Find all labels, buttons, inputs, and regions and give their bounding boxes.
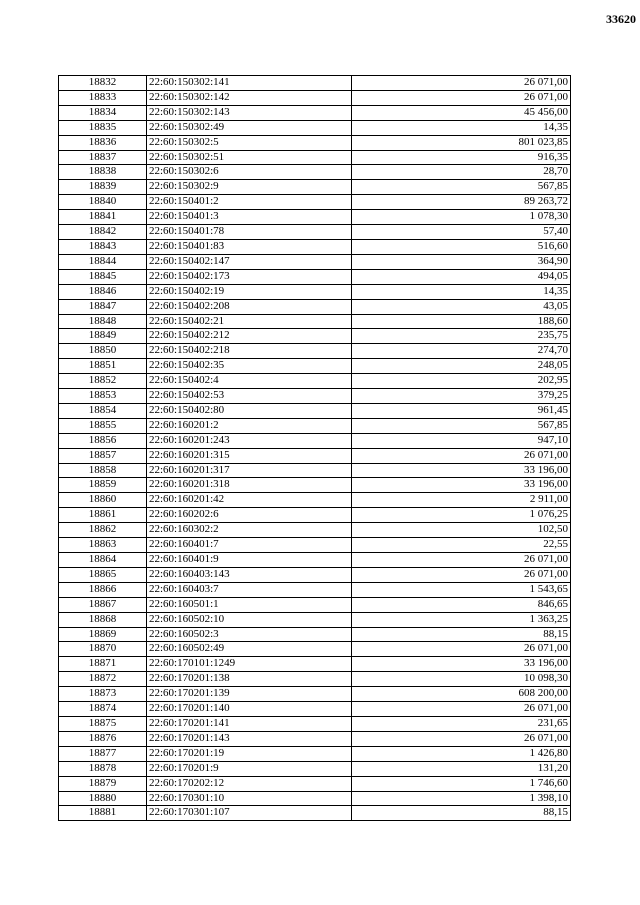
row-number-cell: 18870 <box>59 642 147 657</box>
table-row <box>59 478 571 493</box>
value-cell: 494,05 <box>352 269 571 284</box>
value-cell: 88,15 <box>352 806 571 821</box>
table-row <box>59 403 571 418</box>
cadastral-number-cell: 22:60:170201:138 <box>147 672 352 687</box>
table-row <box>59 716 571 731</box>
row-number-cell: 18845 <box>59 269 147 284</box>
table-row <box>59 195 571 210</box>
row-number-cell: 18850 <box>59 344 147 359</box>
row-number-cell: 18843 <box>59 239 147 254</box>
row-number-cell: 18865 <box>59 567 147 582</box>
value-cell: 28,70 <box>352 165 571 180</box>
table-row <box>59 359 571 374</box>
table-row <box>59 702 571 717</box>
cadastral-number-cell: 22:60:170201:140 <box>147 702 352 717</box>
cadastral-number-cell: 22:60:160501:1 <box>147 597 352 612</box>
table-row <box>59 761 571 776</box>
table-row <box>59 418 571 433</box>
value-cell: 22,55 <box>352 538 571 553</box>
table-row <box>59 329 571 344</box>
cadastral-number-cell: 22:60:150302:6 <box>147 165 352 180</box>
row-number-cell: 18853 <box>59 389 147 404</box>
table-row <box>59 389 571 404</box>
value-cell: 131,20 <box>352 761 571 776</box>
value-cell: 26 071,00 <box>352 448 571 463</box>
value-cell: 248,05 <box>352 359 571 374</box>
row-number-cell: 18863 <box>59 538 147 553</box>
table-row <box>59 314 571 329</box>
cadastral-table <box>58 75 571 821</box>
table-row <box>59 493 571 508</box>
cadastral-number-cell: 22:60:170201:139 <box>147 687 352 702</box>
value-cell: 947,10 <box>352 433 571 448</box>
row-number-cell: 18872 <box>59 672 147 687</box>
row-number-cell: 18841 <box>59 210 147 225</box>
table-row <box>59 150 571 165</box>
table-row <box>59 374 571 389</box>
value-cell: 1 746,60 <box>352 776 571 791</box>
cadastral-number-cell: 22:60:150401:3 <box>147 210 352 225</box>
table-row <box>59 508 571 523</box>
cadastral-number-cell: 22:60:170201:143 <box>147 731 352 746</box>
cadastral-number-cell: 22:60:150402:173 <box>147 269 352 284</box>
row-number-cell: 18847 <box>59 299 147 314</box>
cadastral-number-cell: 22:60:150401:78 <box>147 225 352 240</box>
table-row <box>59 284 571 299</box>
cadastral-number-cell: 22:60:150302:141 <box>147 76 352 91</box>
table-row <box>59 165 571 180</box>
table-row <box>59 582 571 597</box>
cadastral-number-cell: 22:60:160401:9 <box>147 553 352 568</box>
table-row <box>59 463 571 478</box>
cadastral-number-cell: 22:60:150402:147 <box>147 254 352 269</box>
cadastral-number-cell: 22:60:170201:141 <box>147 716 352 731</box>
cadastral-number-cell: 22:60:150302:49 <box>147 120 352 135</box>
row-number-cell: 18877 <box>59 746 147 761</box>
cadastral-number-cell: 22:60:150302:143 <box>147 105 352 120</box>
value-cell: 1 426,80 <box>352 746 571 761</box>
cadastral-number-cell: 22:60:150402:218 <box>147 344 352 359</box>
value-cell: 567,85 <box>352 180 571 195</box>
value-cell: 516,60 <box>352 239 571 254</box>
cadastral-number-cell: 22:60:160502:3 <box>147 627 352 642</box>
value-cell: 188,60 <box>352 314 571 329</box>
table-row <box>59 791 571 806</box>
table-row <box>59 269 571 284</box>
value-cell: 26 071,00 <box>352 90 571 105</box>
row-number-cell: 18846 <box>59 284 147 299</box>
value-cell: 1 543,65 <box>352 582 571 597</box>
cadastral-number-cell: 22:60:160403:7 <box>147 582 352 597</box>
row-number-cell: 18855 <box>59 418 147 433</box>
value-cell: 33 196,00 <box>352 657 571 672</box>
table-row <box>59 135 571 150</box>
cadastral-number-cell: 22:60:150302:9 <box>147 180 352 195</box>
cadastral-number-cell: 22:60:150402:53 <box>147 389 352 404</box>
row-number-cell: 18852 <box>59 374 147 389</box>
cadastral-number-cell: 22:60:160502:10 <box>147 612 352 627</box>
row-number-cell: 18854 <box>59 403 147 418</box>
row-number-cell: 18862 <box>59 523 147 538</box>
table-row <box>59 448 571 463</box>
value-cell: 43,05 <box>352 299 571 314</box>
row-number-cell: 18856 <box>59 433 147 448</box>
row-number-cell: 18878 <box>59 761 147 776</box>
value-cell: 801 023,85 <box>352 135 571 150</box>
value-cell: 57,40 <box>352 225 571 240</box>
value-cell: 961,45 <box>352 403 571 418</box>
value-cell: 14,35 <box>352 120 571 135</box>
row-number-cell: 18851 <box>59 359 147 374</box>
cadastral-number-cell: 22:60:160502:49 <box>147 642 352 657</box>
value-cell: 379,25 <box>352 389 571 404</box>
table-row <box>59 344 571 359</box>
row-number-cell: 18861 <box>59 508 147 523</box>
row-number-cell: 18867 <box>59 597 147 612</box>
value-cell: 26 071,00 <box>352 642 571 657</box>
table-body <box>59 76 571 821</box>
row-number-cell: 18869 <box>59 627 147 642</box>
value-cell: 2 911,00 <box>352 493 571 508</box>
row-number-cell: 18832 <box>59 76 147 91</box>
table-row <box>59 76 571 91</box>
cadastral-number-cell: 22:60:160201:318 <box>147 478 352 493</box>
value-cell: 26 071,00 <box>352 553 571 568</box>
value-cell: 1 398,10 <box>352 791 571 806</box>
row-number-cell: 18868 <box>59 612 147 627</box>
cadastral-number-cell: 22:60:150401:2 <box>147 195 352 210</box>
row-number-cell: 18848 <box>59 314 147 329</box>
table-row <box>59 254 571 269</box>
value-cell: 846,65 <box>352 597 571 612</box>
value-cell: 202,95 <box>352 374 571 389</box>
table-row <box>59 597 571 612</box>
cadastral-number-cell: 22:60:150401:83 <box>147 239 352 254</box>
table-row <box>59 105 571 120</box>
cadastral-number-cell: 22:60:150302:142 <box>147 90 352 105</box>
table-row <box>59 225 571 240</box>
cadastral-number-cell: 22:60:160403:143 <box>147 567 352 582</box>
value-cell: 608 200,00 <box>352 687 571 702</box>
value-cell: 26 071,00 <box>352 702 571 717</box>
table-row <box>59 672 571 687</box>
table-row <box>59 90 571 105</box>
row-number-cell: 18875 <box>59 716 147 731</box>
cadastral-number-cell: 22:60:160201:315 <box>147 448 352 463</box>
cadastral-number-cell: 22:60:160201:243 <box>147 433 352 448</box>
cadastral-number-cell: 22:60:150402:4 <box>147 374 352 389</box>
cadastral-number-cell: 22:60:150402:35 <box>147 359 352 374</box>
cadastral-number-cell: 22:60:170201:19 <box>147 746 352 761</box>
cadastral-number-cell: 22:60:170301:107 <box>147 806 352 821</box>
value-cell: 33 196,00 <box>352 478 571 493</box>
value-cell: 102,50 <box>352 523 571 538</box>
cadastral-number-cell: 22:60:170201:9 <box>147 761 352 776</box>
cadastral-number-cell: 22:60:150402:212 <box>147 329 352 344</box>
table-row <box>59 687 571 702</box>
row-number-cell: 18859 <box>59 478 147 493</box>
cadastral-number-cell: 22:60:150402:21 <box>147 314 352 329</box>
row-number-cell: 18879 <box>59 776 147 791</box>
cadastral-number-cell: 22:60:170101:1249 <box>147 657 352 672</box>
table-row <box>59 731 571 746</box>
cadastral-number-cell: 22:60:160201:42 <box>147 493 352 508</box>
table-row <box>59 523 571 538</box>
table-row <box>59 239 571 254</box>
value-cell: 231,65 <box>352 716 571 731</box>
row-number-cell: 18866 <box>59 582 147 597</box>
cadastral-number-cell: 22:60:150402:208 <box>147 299 352 314</box>
table-row <box>59 538 571 553</box>
table-row <box>59 746 571 761</box>
row-number-cell: 18833 <box>59 90 147 105</box>
table-row <box>59 627 571 642</box>
row-number-cell: 18842 <box>59 225 147 240</box>
table-row <box>59 210 571 225</box>
cadastral-number-cell: 22:60:150302:5 <box>147 135 352 150</box>
value-cell: 274,70 <box>352 344 571 359</box>
cadastral-number-cell: 22:60:160201:317 <box>147 463 352 478</box>
row-number-cell: 18864 <box>59 553 147 568</box>
cadastral-number-cell: 22:60:160202:6 <box>147 508 352 523</box>
row-number-cell: 18837 <box>59 150 147 165</box>
table-row <box>59 657 571 672</box>
table-row <box>59 612 571 627</box>
value-cell: 1 363,25 <box>352 612 571 627</box>
cadastral-number-cell: 22:60:170301:10 <box>147 791 352 806</box>
value-cell: 26 071,00 <box>352 76 571 91</box>
value-cell: 10 098,30 <box>352 672 571 687</box>
value-cell: 26 071,00 <box>352 731 571 746</box>
value-cell: 916,35 <box>352 150 571 165</box>
row-number-cell: 18874 <box>59 702 147 717</box>
table-row <box>59 642 571 657</box>
row-number-cell: 18858 <box>59 463 147 478</box>
cadastral-number-cell: 22:60:170202:12 <box>147 776 352 791</box>
page-number: 33620 <box>606 12 636 26</box>
value-cell: 88,15 <box>352 627 571 642</box>
table-row <box>59 299 571 314</box>
table-row <box>59 567 571 582</box>
value-cell: 1 078,30 <box>352 210 571 225</box>
row-number-cell: 18840 <box>59 195 147 210</box>
value-cell: 235,75 <box>352 329 571 344</box>
row-number-cell: 18836 <box>59 135 147 150</box>
row-number-cell: 18844 <box>59 254 147 269</box>
row-number-cell: 18880 <box>59 791 147 806</box>
row-number-cell: 18857 <box>59 448 147 463</box>
row-number-cell: 18860 <box>59 493 147 508</box>
value-cell: 45 456,00 <box>352 105 571 120</box>
table-row <box>59 806 571 821</box>
value-cell: 89 263,72 <box>352 195 571 210</box>
table-row <box>59 120 571 135</box>
row-number-cell: 18834 <box>59 105 147 120</box>
row-number-cell: 18835 <box>59 120 147 135</box>
cadastral-number-cell: 22:60:160302:2 <box>147 523 352 538</box>
value-cell: 364,90 <box>352 254 571 269</box>
cadastral-number-cell: 22:60:150402:80 <box>147 403 352 418</box>
table-row <box>59 180 571 195</box>
row-number-cell: 18873 <box>59 687 147 702</box>
cadastral-number-cell: 22:60:160201:2 <box>147 418 352 433</box>
value-cell: 26 071,00 <box>352 567 571 582</box>
value-cell: 14,35 <box>352 284 571 299</box>
table-row <box>59 776 571 791</box>
table-row <box>59 553 571 568</box>
table-row <box>59 433 571 448</box>
row-number-cell: 18881 <box>59 806 147 821</box>
value-cell: 567,85 <box>352 418 571 433</box>
value-cell: 33 196,00 <box>352 463 571 478</box>
cadastral-number-cell: 22:60:150302:51 <box>147 150 352 165</box>
row-number-cell: 18876 <box>59 731 147 746</box>
row-number-cell: 18871 <box>59 657 147 672</box>
row-number-cell: 18849 <box>59 329 147 344</box>
row-number-cell: 18839 <box>59 180 147 195</box>
cadastral-number-cell: 22:60:150402:19 <box>147 284 352 299</box>
row-number-cell: 18838 <box>59 165 147 180</box>
cadastral-number-cell: 22:60:160401:7 <box>147 538 352 553</box>
value-cell: 1 076,25 <box>352 508 571 523</box>
